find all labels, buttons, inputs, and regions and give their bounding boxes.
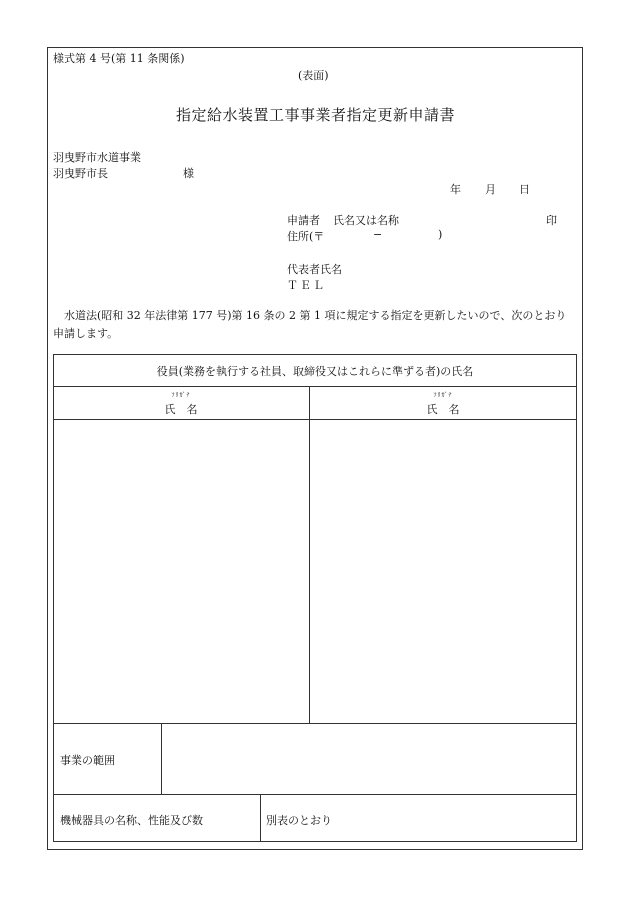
officer-names-left-cell[interactable] [54, 420, 309, 723]
col-right-furigana: ﾌﾘｶﾞﾅ [433, 392, 453, 399]
tel-label: ＴＥＬ [287, 279, 326, 292]
address-close: ) [438, 228, 443, 241]
rule-equipment-divider [260, 794, 261, 842]
rule-above-scope [53, 723, 577, 724]
addressee-line2: 羽曳野市長 [53, 167, 108, 180]
equipment-label: 機械器具の名称、性能及び数 [60, 814, 203, 827]
rule-under-header [53, 386, 577, 387]
form-number: 様式第 4 号(第 11 条関係) [53, 52, 185, 65]
officers-header: 役員(業務を執行する社員、取締役又はこれらに準ずる者)の氏名 [156, 365, 474, 378]
date-day: 日 [519, 183, 530, 196]
business-scope-label: 事業の範囲 [60, 754, 115, 767]
addressee-line1: 羽曳野市水道事業 [53, 151, 141, 164]
table-border-bottom [53, 841, 577, 842]
col-left-label: 氏 名 [164, 403, 198, 416]
side-label: (表面) [298, 69, 329, 82]
officer-names-right-cell[interactable] [310, 420, 576, 723]
statement-text: 水道法(昭和 32 年法律第 177 号)第 16 条の 2 第 1 項に規定する指定を更新したいので、次のとおり申請します。 [53, 309, 567, 340]
table-border-right [576, 354, 577, 842]
table-border-top [53, 354, 577, 355]
equipment-value: 別表のとおり [266, 814, 332, 827]
applicant-name-label: 氏名又は名称 [333, 214, 399, 227]
page-title: 指定給水装置工事事業者指定更新申請書 [176, 106, 456, 124]
seal-mark: 印 [546, 214, 557, 227]
applicant-label: 申請者 [287, 214, 320, 227]
address-label: 住所(〒 [287, 230, 325, 243]
date-month: 月 [485, 183, 496, 196]
col-left-furigana: ﾌﾘｶﾞﾅ [171, 392, 191, 399]
rule-above-equipment [53, 794, 577, 795]
date-year: 年 [450, 183, 461, 196]
postal-dash: − [373, 228, 383, 241]
officers-table [53, 354, 577, 842]
rule-scope-divider [161, 723, 162, 795]
representative-label: 代表者氏名 [287, 263, 342, 276]
addressee-honorific: 様 [183, 167, 194, 180]
col-right-label: 氏 名 [426, 403, 460, 416]
